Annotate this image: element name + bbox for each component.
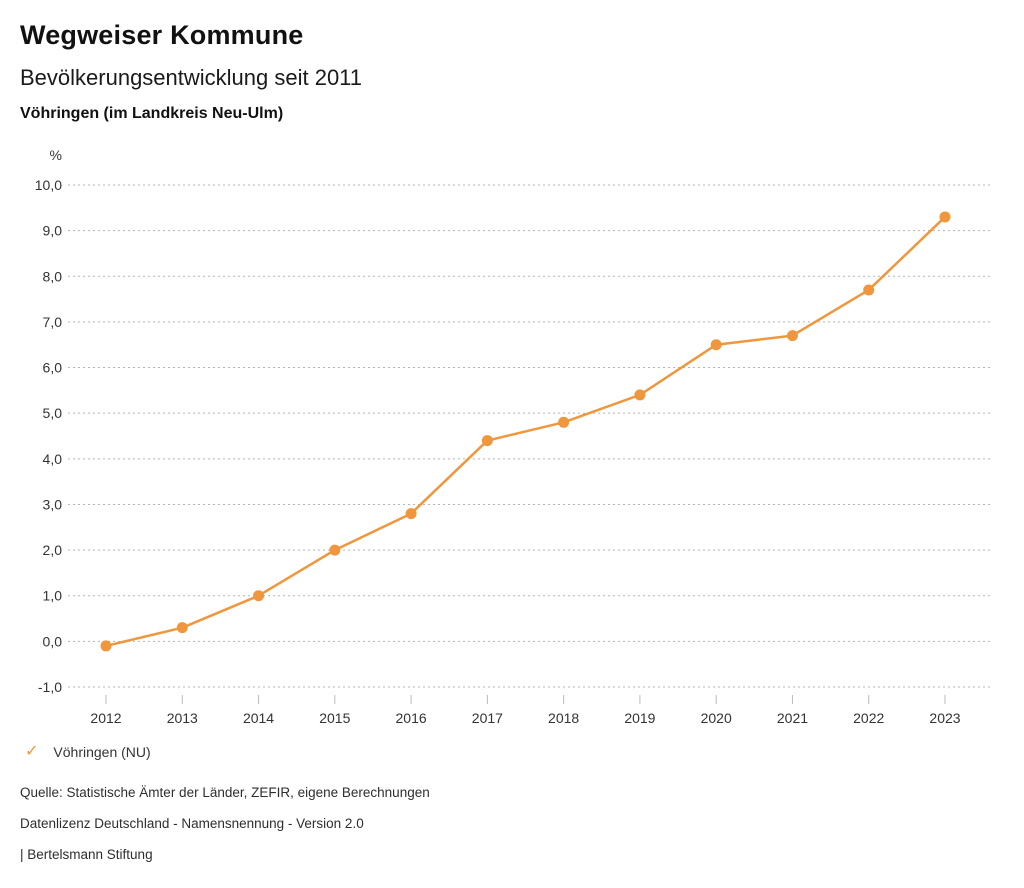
x-axis-tick-label: 2023 [929, 710, 961, 726]
source-attribution: Quelle: Statistische Ämter der Länder, ZEFIR, eigene Berechnungen [20, 785, 430, 800]
y-axis-tick-label: 6,0 [42, 359, 62, 376]
data-license: Datenlizenz Deutschland - Namensnennung - Version 2.0 [20, 816, 364, 831]
data-point [329, 545, 340, 556]
legend-check-icon: ✓ [25, 743, 39, 760]
x-axis-tick-label: 2019 [624, 710, 656, 726]
y-axis-tick-label: 10,0 [34, 177, 62, 193]
legend[interactable] [25, 744, 151, 760]
municipality-label: Vöhringen (im Landkreis Neu-Ulm) [20, 105, 284, 122]
data-point [177, 622, 188, 633]
data-point [634, 389, 645, 400]
data-point [253, 590, 264, 601]
data-point [558, 417, 569, 428]
x-axis-tick-label: 2021 [776, 710, 809, 726]
y-axis-tick-label: 2,0 [42, 542, 62, 559]
y-axis-tick-label: 5,0 [42, 405, 62, 422]
data-point [787, 330, 798, 341]
y-axis-tick-label: 4,0 [42, 450, 62, 467]
data-point [482, 435, 493, 446]
chart-title: Bevölkerungsentwicklung seit 2011 [20, 65, 363, 90]
data-point [711, 339, 722, 350]
y-axis-tick-label: 1,0 [42, 587, 62, 604]
y-axis-tick-label: 0,0 [42, 633, 62, 650]
legend-series-label: Vöhringen (NU) [53, 744, 151, 760]
y-axis-tick-label: 7,0 [42, 313, 62, 330]
y-axis-tick-label: 9,0 [42, 222, 62, 239]
data-point [940, 211, 951, 222]
data-point [101, 640, 112, 651]
x-axis-tick-label: 2013 [166, 710, 198, 726]
page-title: Wegweiser Kommune [20, 20, 304, 50]
x-axis-tick-label: 2018 [548, 710, 580, 726]
x-axis-tick-label: 2015 [319, 710, 351, 726]
x-axis-tick-label: 2012 [90, 710, 122, 726]
x-axis-tick-label: 2016 [395, 710, 427, 726]
data-point [406, 508, 417, 519]
series-line [106, 217, 945, 646]
population-line-chart [0, 140, 1024, 740]
y-axis-tick-label: 3,0 [42, 496, 62, 513]
x-axis-tick-label: 2017 [471, 710, 503, 726]
x-axis-tick-label: 2020 [700, 710, 732, 726]
chart-area [0, 140, 1024, 740]
y-axis-tick-label: -1,0 [37, 679, 62, 695]
x-axis-tick-label: 2014 [242, 710, 275, 726]
publisher: | Bertelsmann Stiftung [20, 847, 153, 862]
x-axis-tick-label: 2022 [853, 710, 885, 726]
y-axis-tick-label: 8,0 [42, 268, 62, 285]
y-axis-unit-label: % [49, 147, 62, 163]
data-point [863, 284, 874, 295]
